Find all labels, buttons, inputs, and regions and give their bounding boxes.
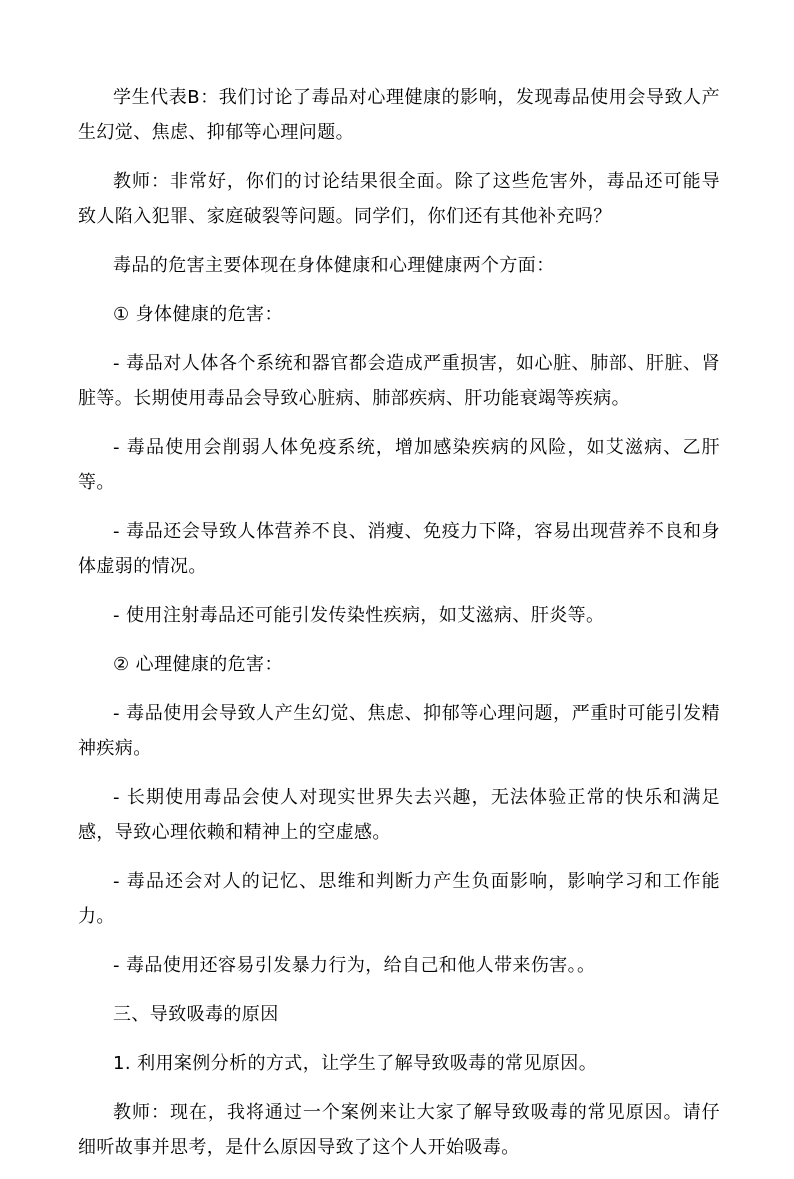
section-heading-causes: 三、导致吸毒的原因 <box>113 1004 279 1025</box>
paragraph-case-analysis: 1. 利用案例分析的方式，让学生了解导致吸毒的常见原因。 <box>113 1053 598 1074</box>
paragraph-harm-overview: 毒品的危害主要体现在身体健康和心理健康两个方面： <box>113 255 555 276</box>
document-body <box>78 80 720 1179</box>
paragraph-teacher-case-intro: 教师：现在，我将通过一个案例来让大家了解导致吸毒的常见原因。请仔细听故事并思考，是什么原因导致了这个人开始吸毒。 <box>78 1102 720 1158</box>
heading-mental-harm: ② 心理健康的危害： <box>113 654 283 675</box>
bullet-hallucination: - 毒品使用会导致人产生幻觉、焦虑、抑郁等心理问题，严重时可能引发精神疾病。 <box>78 703 720 759</box>
heading-physical-harm: ① 身体健康的危害： <box>113 304 283 325</box>
paragraph-student-b: 学生代表B：我们讨论了毒品对心理健康的影响，发现毒品使用会导致人产生幻觉、焦虑、抑郁等心理问题。 <box>78 87 720 143</box>
bullet-loss-of-interest: - 长期使用毒品会使人对现实世界失去兴趣，无法体验正常的快乐和满足感，导致心理依赖和精神上的空虚感。 <box>78 787 720 843</box>
bullet-immune-system: - 毒品使用会削弱人体免疫系统，增加感染疾病的风险，如艾滋病、乙肝等。 <box>78 437 720 493</box>
bullet-violence: - 毒品使用还容易引发暴力行为，给自己和他人带来伤害。。 <box>113 955 596 976</box>
bullet-organ-damage: - 毒品对人体各个系统和器官都会造成严重损害，如心脏、肺部、肝脏、肾脏等。长期使用毒品会导致心脏病、肺部疾病、肝功能衰竭等疾病。 <box>78 353 720 409</box>
bullet-malnutrition: - 毒品还会导致人体营养不良、消瘦、免疫力下降，容易出现营养不良和身体虚弱的情况。 <box>78 521 720 577</box>
bullet-infectious-disease: - 使用注射毒品还可能引发传染性疾病，如艾滋病、肝炎等。 <box>113 605 605 626</box>
bullet-cognitive-effects: - 毒品还会对人的记忆、思维和判断力产生负面影响，影响学习和工作能力。 <box>78 871 720 927</box>
paragraph-teacher-response: 教师：非常好，你们的讨论结果很全面。除了这些危害外，毒品还可能导致人陷入犯罪、家庭破裂等问题。同学们，你们还有其他补充吗？ <box>78 171 720 227</box>
